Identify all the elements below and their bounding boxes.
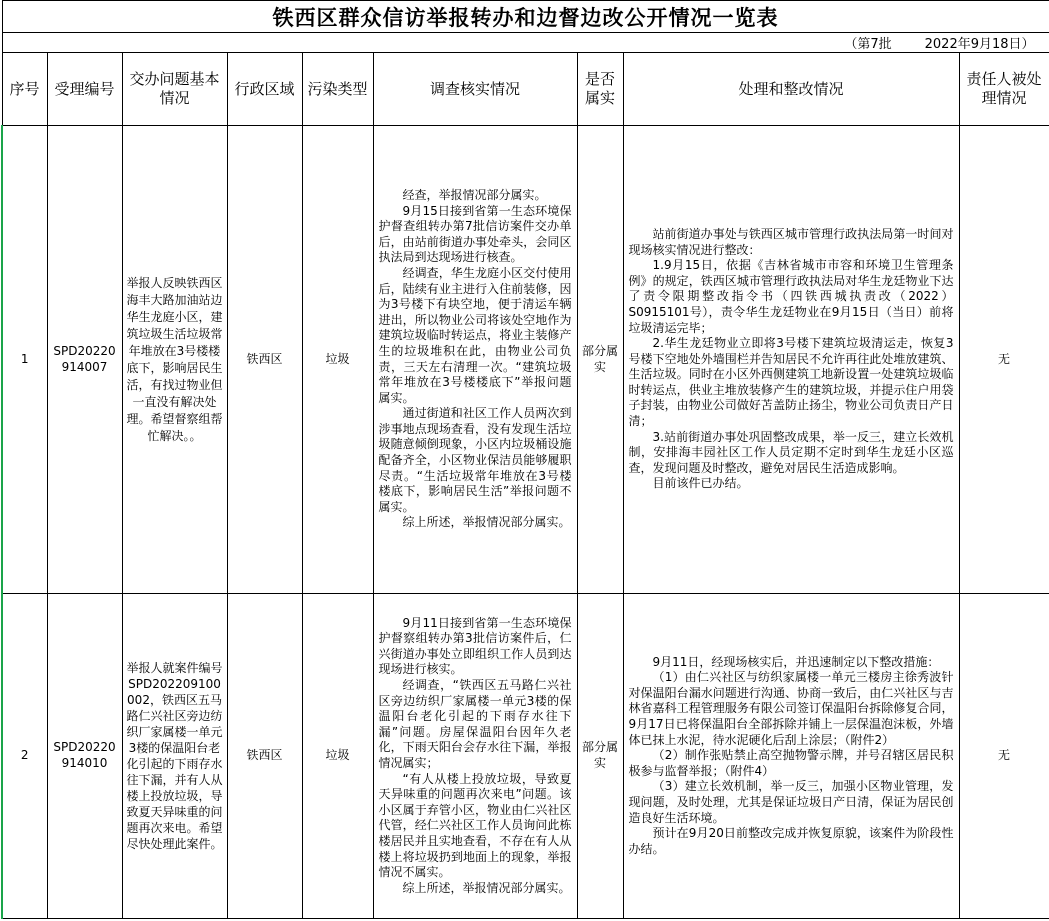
- handling-para: 目前该件已办结。: [652, 476, 749, 491]
- header-accountability: 责任人被处理情况: [959, 53, 1049, 126]
- investigation-para: 9月11日接到省第一生态环境保护督察组转办第3批信访案件后，仁兴街道办事处立即组织工作人员到达现场进行核实。: [378, 615, 572, 677]
- row-issue: 举报人反映铁西区海丰大路加油站边华生龙庭小区，建筑垃圾生活垃圾常年堆放在3号楼楼底下，影响居民生活，有找过物业但一直没有解决处理。希望督察组帮忙解决。。: [122, 126, 227, 594]
- header-investigation: 调查核实情况: [373, 53, 577, 126]
- handling-para: 3.站前街道办事处巩固整改成果，举一反三，建立长效机制，安排海丰园社区工作人员定期不定时到华生龙廷小区巡查，发现问题及时整改，避免对居民生活造成影响。: [628, 429, 954, 475]
- investigation-para: 通过街道和社区工作人员两次到涉事地点现场查看，没有发现生活垃圾随意倾倒现象，小区内垃圾桶设施配备齐全，小区物业保洁员能够履职尽责。“生活垃圾常年堆放在3号楼楼底下，影响居民生活”举报问题不属实。: [378, 406, 572, 514]
- report-table: [1, 0, 1049, 919]
- row-handling: [623, 594, 959, 919]
- handling-para: 预计在9月20日前整改完成并恢复原貌，该案件为阶段性办结。: [628, 826, 954, 856]
- row-accept-no: SPD20220914010: [47, 594, 122, 919]
- table-row: [2, 594, 1049, 919]
- handling-para: 2.华生龙廷物业立即将3号楼下建筑垃圾清运走，恢复3号楼下空地处外墙围栏并告知居民不允许再往此处堆放建筑、生活垃圾。同时在小区外西侧建筑工地新设置一处建筑垃圾临时转运点，供业主堆放装修产生的建筑垃圾，并提示住户用袋子封装，由物业公司做好苫盖防止扬尘，物业公司负责日产日清；: [628, 336, 954, 429]
- header-pollution: 污染类型: [302, 53, 373, 126]
- row-accountability: 无: [959, 126, 1049, 594]
- handling-para: 站前街道办事处与铁西区城市管理行政执法局第一时间对现场核实情况进行整改：: [628, 226, 954, 257]
- row-seq: 1: [2, 126, 47, 594]
- handling-para: （2）制作张贴禁止高空抛物警示牌，并号召辖区居民积极参与监督举报；（附件4）: [628, 748, 954, 778]
- row-district: 铁西区: [227, 126, 302, 594]
- handling-para: （1）由仁兴社区与纺织家属楼一单元三楼房主徐秀波针对保温阳台漏水问题进行沟通、协商一致后，由仁兴社区与吉林省嘉科工程管理服务有限公司签订保温阳台拆除修复合同，9月17日已将保温阳台全部拆除并铺上一层保温泡沫板，外墙体已抹上水泥，待水泥硬化后刮上涂层；（附件2）: [628, 670, 954, 747]
- header-issue: 交办问题基本情况: [122, 53, 227, 126]
- investigation-para: 经调查，华生龙庭小区交付使用后，陆续有业主进行入住前装修，因为3号楼下有块空地，便于清运车辆进出，所以物业公司将该处空地作为建筑垃圾临时转运点，将业主装修产生的垃圾堆积在此，由物业公司负责，三天左右清理一次。“建筑垃圾常年堆放在3号楼楼底下”举报问题属实。: [378, 265, 572, 405]
- row-accept-no: SPD20220914007: [47, 126, 122, 594]
- row-verified: 部分属实: [577, 126, 623, 594]
- header-seq: 序号: [2, 53, 47, 126]
- header-verified: 是否属实: [577, 53, 623, 126]
- row-investigation: [373, 126, 577, 594]
- row-verified: 部分属实: [577, 594, 623, 919]
- row-investigation: [373, 594, 577, 919]
- row-accountability: 无: [959, 594, 1049, 919]
- investigation-para: 综上所述，举报情况部分属实。: [402, 515, 571, 530]
- handling-para: 1.9月15日，依据《吉林省城市市容和环境卫生管理条例》的规定，铁西区城市管理行政执法局对华生龙廷物业下达了责令限期整改指令书（四铁西城执责改（2022）S0915101号），责令华生龙廷物业在9月15日（当日）前将垃圾清运完毕；: [628, 258, 954, 335]
- row-seq: 2: [2, 594, 47, 919]
- investigation-para: “有人从楼上投放垃圾，导致夏天异味重的问题再次来电”问题。该小区属于弃管小区，物业由仁兴社区代管，经仁兴社区工作人员询问此栋楼居民并且实地查看，不存在有人从楼上将垃圾扔到地面上的现象，举报情况不属实。: [378, 771, 572, 880]
- header-district: 行政区域: [227, 53, 302, 126]
- handling-para: 9月11日，经现场核实后，并迅速制定以下整改措施：: [652, 654, 940, 669]
- row-pollution: 垃圾: [302, 594, 373, 919]
- investigation-para: 经调查，“铁西区五马路仁兴社区旁边纺织厂家属楼一单元3楼的保温阳台老化引起的下雨存水往下漏”问题。房屋保温阳台因年久老化，下雨天阳台会存水往下漏，举报情况属实；: [378, 678, 572, 770]
- handling-para: （3）建立长效机制，举一反三，加强小区物业管理，发现问题，及时处理，尤其是保证垃圾日产日清，保证为居民创造良好生活环境。: [628, 779, 954, 825]
- table-title: 铁西区群众信访举报转办和边督边改公开情况一览表: [2, 1, 1049, 33]
- batch-date: （第7批 2022年9月18日）: [2, 33, 1049, 53]
- investigation-para: 综上所述，举报情况部分属实。: [402, 880, 571, 895]
- row-handling: [623, 126, 959, 594]
- table-row: [2, 126, 1049, 594]
- header-accept-no: 受理编号: [47, 53, 122, 126]
- header-handling: 处理和整改情况: [623, 53, 959, 126]
- row-district: 铁西区: [227, 594, 302, 919]
- investigation-para: 9月15日接到省第一生态环境保护督查组转办第7批信访案件交办单后，由站前街道办事处牵头，会同区执法局到达现场进行核查。: [378, 203, 572, 265]
- investigation-para: 经查，举报情况部分属实。: [402, 187, 547, 202]
- row-issue: 举报人就案件编号SPD202209100002，铁西区五马路仁兴社区旁边纺织厂家属楼一单元3楼的保温阳台老化引起的下雨存水往下漏，并有人从楼上投放垃圾，导致夏天异味重的问题再次来电。希望尽快处理此案件。: [122, 594, 227, 919]
- row-pollution: 垃圾: [302, 126, 373, 594]
